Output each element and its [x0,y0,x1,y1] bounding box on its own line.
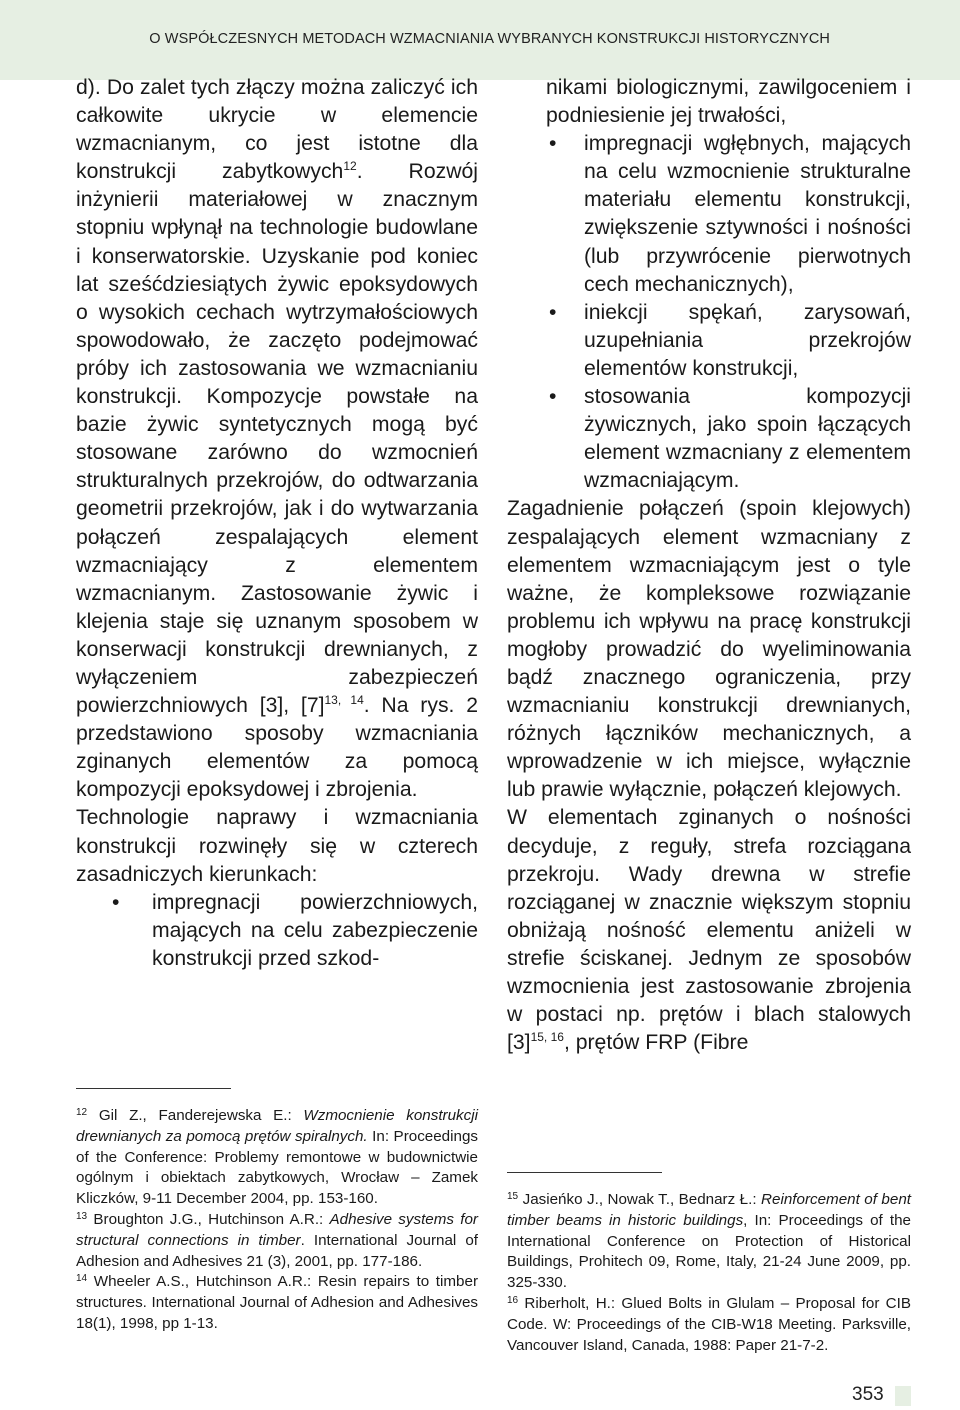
footnote [76,1272,478,1334]
footnote-author: Gil Z., Fanderejewska E.: [87,1107,304,1124]
right-column [507,74,911,1057]
footnote-ref: 13, 14 [324,693,364,708]
paragraph: Technologie naprawy i wzmacniania konstrukcji rozwinęły się w czterech zasadniczych kierunkach: [76,806,478,886]
footnote-title: Wzmocnienie konstrukcji drewnianych za pomocą prętów spiralnych. [76,1107,478,1145]
footnote-number: 15 [507,1191,519,1202]
footnote [507,1190,911,1294]
footnote [76,1210,478,1272]
bullet-continuation: nikami biologicznymi, zawilgoceniem i podniesienie jej trwałości, [546,76,911,128]
footnotes-left [76,1106,478,1335]
footnote-number: 16 [507,1294,519,1306]
paragraph-text: W elementach zginanych o nośności decyduje, z reguły, strefa rozciągana przekroju. Wady drewna w strefie rozciąganej w znacznie większym stopniu obniżają nośność elementu aniżeli w strefie ściskanej. Jednym ze sposobów wzmocnienia jest zastosowanie zbrojenia w postaci np. prętów i blach stalowych [3] [507,806,911,1055]
paragraph [507,804,911,1057]
footnote-author: Riberholt, H.: Glued Bolts in Glulam – Proposal for CIB Code. W: Proceedings of the CIB-W18 Meeting. Parksville, Vancouver Island, Canada, 1988: Paper 21-7-2. [507,1294,911,1354]
footnote-title: Reinforcement of bent timber beams in historic buildings [507,1191,911,1229]
footnote-author: Wheeler A.S., Hutchinson A.R.: Resin repairs to timber structures. International Journal of Adhesion and Adhesives 18(1), 1998, pp 1-13. [76,1273,478,1332]
bullet-item: • impregnacji powierzchniowych, mających na celu zabezpieczenie konstrukcji przed szkod- [76,889,478,973]
footnote-author: Jasieńko J., Nowak T., Bednarz Ł.: [518,1191,762,1208]
footnote-rule [76,1088,231,1089]
footnote [76,1106,478,1210]
left-column [76,74,478,973]
paragraph-text: , prętów FRP (Fibre [563,1031,749,1055]
footnote-rest: In: Proceedings of the Conference: Problemy remontowe w budownictwie ogólnym i obiektach zabytkowych, Wrocław – Zamek Kliczków, 9-11 December 2004, pp. 153-160. [76,1127,478,1208]
footnote-ref: 12 [343,159,357,174]
footnote-rule [507,1172,662,1173]
footnote-number: 13 [76,1210,88,1222]
running-header [0,0,960,80]
page-number-box [895,1386,911,1406]
paragraph: Zagadnienie połączeń (spoin klejowych) zespalających element wzmacniany z elementem wzmacniającym jest o tyle ważne, że kompleksowe rozwiązanie problemu ich wpływu na pracę konstrukcji mogłoby prowadzić do wyeliminowania bądź znacznego ograniczenia, przy wzmacnianiu konstrukcji drewnianych, różnych łączników mechanicznych, a wprowadzenie w ich miejsce, wyłącznie lub prawie wyłącznie, połączeń klejowych. [507,497,911,802]
footnote-rest: . International Journal of Adhesion and Adhesives 21 (3), 2001, pp. 177-186. [76,1231,479,1270]
paragraph [76,74,478,804]
footnotes-right [507,1190,911,1356]
footnote [507,1294,911,1356]
footnote-rest: , In: Proceedings of the International Conference on Protection of Historical Buildings, Prohitech 09, Rome, Italy, 21-24 June 2009, pp. 325-330. [507,1211,911,1292]
running-title: O WSPÓŁCZESNYCH METODACH WZMACNIANIA WYBRANYCH KONSTRUKCJI HISTORYCZNYCH [149,31,830,47]
footnote-ref: 15, 16 [530,1030,564,1045]
bullet-item: • impregnacji wgłębnych, mających na celu wzmocnienie strukturalne materiału elementu konstrukcji, zwiększenie sztywności i nośności (lub przywrócenie pierwotnych cech mechanicznych), [507,130,911,299]
footnote-number: 14 [76,1273,88,1285]
paragraph-text: . Rozwój inżynierii materiałowej w znacznym stopniu wpłynął na technologie budowlane i konserwatorskie. Uzyskanie pod koniec lat sześćdziesiątych żywic epoksydowych o wysokich cechach wytrzymałościowych spowodowało, że zaczęto podejmować próby ich zastosowania we wzmacnianiu konstrukcji. Kompozycje powstałe na bazie żywic syntetycznych mogą być stosowane zarówno do wzmocnień strukturalnych przekrojów, do odtwarzania geometrii przekrojów, jak i do wytwarzania połączeń zespalających element wzmacniający z elementem wzmacnianym. Zastosowanie żywic i klejenia staje się uznanym sposobem w konserwacji konstrukcji drewnianych, z wyłączeniem zabezpieczeń powierzchniowych [3], [7] [76,160,478,718]
bullet-item: • stosowania kompozycji żywicznych, jako spoin łączących element wzmacniany z elementem wzmacniającym. [507,383,911,495]
footnote-title: Adhesive systems for structural connections in timber [76,1210,478,1249]
paragraph-text: d). Do zalet tych złączy można zaliczyć ich całkowite ukrycie w elemencie wzmacnianym, co jest istotne dla konstrukcji zabytkowych [76,76,478,184]
footnote-author: Broughton J.G., Hutchinson A.R.: [87,1210,330,1228]
paragraph-text: . Na rys. 2 przedstawiono sposoby wzmacniania zginanych elementów za pomocą kompozycji epoksydowej i zbrojenia. [76,694,478,802]
page-number: 353 [852,1384,884,1405]
footnote-number: 12 [76,1107,88,1118]
bullet-item: • iniekcji spękań, zarysowań, uzupełniania przekrojów elementów konstrukcji, [507,299,911,383]
